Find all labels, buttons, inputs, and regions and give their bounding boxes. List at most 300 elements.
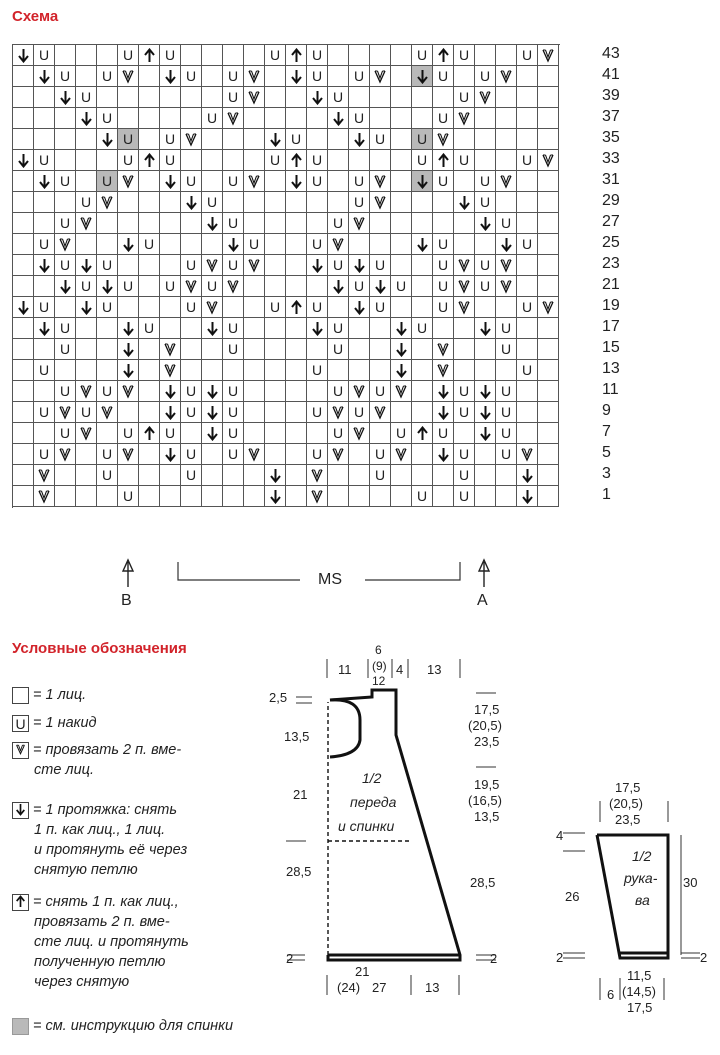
chart-cell (517, 87, 538, 108)
chart-cell-yarn-over-icon: U (244, 234, 265, 255)
chart-cell-arrow-down-icon (34, 255, 55, 276)
chart-cell (76, 486, 97, 507)
dim-hem-right: 2 (490, 951, 498, 966)
chart-cell (265, 276, 286, 297)
chart-cell (265, 234, 286, 255)
chart-cell (181, 45, 202, 66)
chart-cell (97, 423, 118, 444)
chart-cell-yarn-over-icon: U (307, 45, 328, 66)
chart-cell-yarn-over-icon: U (34, 444, 55, 465)
chart-cell-k2tog-icon (244, 255, 265, 276)
piece-label-2: переда (350, 794, 397, 810)
chart-cell (349, 486, 370, 507)
sleeve-bottom-a: 11,5 (627, 968, 652, 983)
chart-cell-yarn-over-icon: U (370, 297, 391, 318)
dim-right-top: 13 (427, 662, 442, 677)
legend-title: Условные обозначения (12, 640, 187, 657)
chart-cell (412, 381, 433, 402)
chart-cell-k2tog-icon (370, 66, 391, 87)
chart-cell-arrow-down-icon (370, 276, 391, 297)
row-number: 25 (602, 234, 620, 251)
chart-cell-yarn-over-icon: U (223, 66, 244, 87)
chart-cell-yarn-over-icon: U (433, 66, 454, 87)
chart-cell (55, 486, 76, 507)
chart-cell (538, 381, 559, 402)
chart-cell (181, 234, 202, 255)
chart-cell-k2tog-icon (538, 45, 559, 66)
dim-bottom-a: 21 (355, 964, 370, 979)
chart-cell (139, 255, 160, 276)
chart-cell-arrow-down-icon (307, 87, 328, 108)
chart-cell (475, 129, 496, 150)
chart-cell-yarn-over-icon: U (55, 318, 76, 339)
chart-cell (538, 192, 559, 213)
chart-cell (412, 444, 433, 465)
chart-cell-arrow-down-icon (307, 255, 328, 276)
chart-cell (370, 360, 391, 381)
chart-cell (139, 87, 160, 108)
chart-cell-yarn-over-icon: U (307, 234, 328, 255)
chart-cell (181, 423, 202, 444)
dim-armhole: 13,5 (284, 729, 310, 744)
chart-cell (202, 486, 223, 507)
legend-text-continued: и протянуть её через (34, 842, 188, 858)
chart-cell (181, 87, 202, 108)
repeat-bracket (178, 562, 300, 580)
chart-cell (307, 276, 328, 297)
chart-cell (265, 318, 286, 339)
sleeve-top-a: 17,5 (615, 780, 641, 795)
legend-text-continued: провязать 2 п. вме- (34, 914, 170, 930)
chart-cell-yarn-over-icon: U (433, 423, 454, 444)
chart-cell (412, 360, 433, 381)
chart-cell (244, 108, 265, 129)
chart-cell (13, 108, 34, 129)
chart-cell (496, 129, 517, 150)
chart-cell-yarn-over-icon: U (286, 129, 307, 150)
chart-cell (202, 465, 223, 486)
row-number: 37 (602, 108, 620, 125)
dim-upper: 21 (293, 787, 308, 802)
arrow-up-icon (12, 894, 29, 911)
chart-cell (97, 45, 118, 66)
chart-cell (307, 108, 328, 129)
marker-a-arrowhead (479, 560, 489, 571)
chart-cell-k2tog-icon (391, 444, 412, 465)
chart-cell-yarn-over-icon: U (181, 66, 202, 87)
chart-cell (244, 45, 265, 66)
chart-cell (286, 255, 307, 276)
chart-cell-yarn-over-icon: U (118, 486, 139, 507)
chart-cell (391, 255, 412, 276)
chart-cell (202, 129, 223, 150)
chart-cell (76, 45, 97, 66)
chart-cell (34, 276, 55, 297)
row-number: 23 (602, 255, 620, 272)
chart-cell-arrow-down-icon (13, 297, 34, 318)
chart-cell (286, 213, 307, 234)
chart-cell (454, 339, 475, 360)
chart-cell-arrow-down-icon (265, 465, 286, 486)
legend-item (12, 1016, 233, 1036)
arrow-down-icon (12, 802, 29, 819)
chart-cell (181, 108, 202, 129)
chart-cell-arrow-down-icon (391, 318, 412, 339)
chart-cell-arrow-down-icon (34, 318, 55, 339)
chart-cell-yarn-over-icon: U (139, 318, 160, 339)
chart-cell (76, 339, 97, 360)
chart-cell-yarn-over-icon: U (223, 402, 244, 423)
chart-cell (13, 66, 34, 87)
chart-cell-yarn-over-icon: U (118, 150, 139, 171)
chart-cell (391, 234, 412, 255)
row-number: 9 (602, 402, 611, 419)
chart-cell (13, 360, 34, 381)
chart-cell (160, 213, 181, 234)
repeat-bracket-right (365, 562, 460, 580)
chart-cell (244, 297, 265, 318)
chart-cell (517, 255, 538, 276)
chart-cell (13, 234, 34, 255)
chart-cell (139, 360, 160, 381)
dim-strap: 4 (396, 662, 404, 677)
chart-cell-yarn-over-icon: U (118, 423, 139, 444)
chart-cell-yarn-over-icon: U (55, 66, 76, 87)
chart-cell-yarn-over-icon: U (475, 276, 496, 297)
chart-cell-arrow-down-icon (202, 402, 223, 423)
chart-cell (223, 360, 244, 381)
chart-cell (328, 360, 349, 381)
chart-cell-yarn-over-icon: U (349, 276, 370, 297)
chart-cell (160, 192, 181, 213)
repeat-label: MS (318, 571, 342, 588)
chart-cell (391, 465, 412, 486)
chart-cell-yarn-over-icon: U (433, 276, 454, 297)
chart-cell (538, 402, 559, 423)
chart-cell-k2tog-icon (370, 192, 391, 213)
chart-cell-yarn-over-icon: U (454, 402, 475, 423)
chart-cell-yarn-over-icon: U (454, 150, 475, 171)
chart-cell (34, 339, 55, 360)
chart-cell-yarn-over-icon: U (97, 465, 118, 486)
chart-cell (307, 339, 328, 360)
chart-cell (244, 276, 265, 297)
chart-cell (13, 171, 34, 192)
chart-cell (97, 213, 118, 234)
row-number: 5 (602, 444, 611, 461)
chart-cell (307, 213, 328, 234)
chart-cell (160, 87, 181, 108)
chart-cell (286, 423, 307, 444)
chart-cell (538, 423, 559, 444)
chart-cell-k2tog-icon (538, 297, 559, 318)
chart-cell-yarn-over-icon: U (97, 255, 118, 276)
marker-b-label: B (121, 592, 132, 609)
dim-bottom-c: 27 (372, 980, 387, 995)
chart-cell-k2tog-icon (160, 360, 181, 381)
chart-cell-yarn-over-icon: U (223, 213, 244, 234)
chart-cell (202, 171, 223, 192)
chart-cell (118, 255, 139, 276)
chart-cell-yarn-over-icon: U (349, 192, 370, 213)
chart-cell (160, 297, 181, 318)
chart-cell-yarn-over-icon: U (223, 318, 244, 339)
chart-cell-arrow-down-icon (202, 423, 223, 444)
chart-cell-yarn-over-icon: U (475, 192, 496, 213)
chart-cell-yarn-over-icon: U (307, 297, 328, 318)
chart-cell-k2tog-icon (244, 444, 265, 465)
chart-cell (97, 339, 118, 360)
chart-cell (139, 192, 160, 213)
chart-cell-arrow-down-icon (160, 171, 181, 192)
chart-cell-yarn-over-icon: U (454, 45, 475, 66)
chart-cell-yarn-over-icon: U (34, 297, 55, 318)
chart-cell-yarn-over-icon: U (76, 87, 97, 108)
dim-bottom-b: (24) (337, 980, 361, 995)
chart-cell-arrow-down-icon (34, 66, 55, 87)
chart-cell-yarn-over-icon: U (370, 129, 391, 150)
chart-cell (433, 213, 454, 234)
chart-cell (517, 192, 538, 213)
row-number: 39 (602, 87, 620, 104)
chart-cell (370, 339, 391, 360)
chart-cell (265, 402, 286, 423)
chart-cell-k2tog-icon (55, 444, 76, 465)
chart-cell (181, 213, 202, 234)
chart-cell-arrow-down-icon (202, 213, 223, 234)
legend-text-continued: снятую петлю (34, 862, 138, 878)
chart-cell (160, 318, 181, 339)
chart-cell (244, 129, 265, 150)
chart-cell-arrow-down-icon (97, 276, 118, 297)
chart-cell-arrow-down-icon (76, 108, 97, 129)
chart-cell-yarn-over-icon: U (349, 402, 370, 423)
chart-cell (391, 108, 412, 129)
chart-cell (34, 213, 55, 234)
chart-cell (538, 66, 559, 87)
chart-cell (454, 129, 475, 150)
chart-cell (286, 108, 307, 129)
chart-cell-arrow-up-icon (433, 45, 454, 66)
marker-a-label: A (477, 592, 488, 609)
sleeve-label-2: рука- (624, 870, 658, 886)
chart-cell-yarn-over-icon: U (55, 171, 76, 192)
sleeve-bottom-c: 17,5 (627, 1000, 653, 1015)
chart-cell (307, 129, 328, 150)
chart-cell-arrow-down-icon (118, 339, 139, 360)
chart-cell (538, 276, 559, 297)
row-number: 21 (602, 276, 620, 293)
chart-cell-arrow-down-icon (55, 87, 76, 108)
chart-cell-k2tog-icon (391, 381, 412, 402)
chart-cell-k2tog-icon (496, 66, 517, 87)
chart-cell (139, 129, 160, 150)
chart-cell (538, 360, 559, 381)
chart-cell-yarn-over-icon: U (181, 465, 202, 486)
chart-cell (433, 318, 454, 339)
chart-cell (139, 171, 160, 192)
chart-cell-arrow-up-icon (139, 45, 160, 66)
chart-cell-yarn-over-icon: U (223, 423, 244, 444)
chart-cell (412, 339, 433, 360)
dim-neck-mid: (9) (372, 659, 387, 673)
chart-cell (265, 360, 286, 381)
chart-cell-yarn-over-icon: U (34, 234, 55, 255)
k2tog-icon (12, 742, 29, 759)
chart-cell (538, 318, 559, 339)
row-number: 1 (602, 486, 611, 503)
chart-cell-k2tog-icon (244, 171, 265, 192)
chart-cell-k2tog-icon (496, 255, 517, 276)
chart-cell-yarn-over-icon: U (118, 45, 139, 66)
chart-cell-k2tog-icon (118, 171, 139, 192)
chart-cell (139, 66, 160, 87)
chart-cell-yarn-over-icon: U (412, 45, 433, 66)
chart-cell-arrow-down-icon (349, 255, 370, 276)
chart-cell (244, 486, 265, 507)
chart-cell (97, 486, 118, 507)
chart-cell (76, 444, 97, 465)
chart-cell-arrow-down-icon (475, 402, 496, 423)
chart-cell (13, 129, 34, 150)
legend-text-continued: через снятую (34, 974, 130, 990)
chart-cell (118, 465, 139, 486)
chart-cell (517, 171, 538, 192)
chart-cell (496, 465, 517, 486)
chart-cell-arrow-down-icon (412, 234, 433, 255)
dim-right-a: 17,5 (474, 702, 500, 717)
row-number: 27 (602, 213, 620, 230)
chart-cell-arrow-down-icon (475, 381, 496, 402)
chart-cell (538, 108, 559, 129)
chart-cell (160, 486, 181, 507)
chart-cell-yarn-over-icon: U (223, 87, 244, 108)
chart-cell (391, 87, 412, 108)
chart-cell (286, 234, 307, 255)
chart-cell-yarn-over-icon: U (181, 297, 202, 318)
chart-cell (13, 213, 34, 234)
chart-cell (202, 66, 223, 87)
chart-cell (349, 360, 370, 381)
chart-cell (76, 150, 97, 171)
chart-cell (34, 129, 55, 150)
chart-cell-yarn-over-icon: U (433, 297, 454, 318)
chart-cell (160, 108, 181, 129)
chart-cell (496, 360, 517, 381)
dim-right-b: (20,5) (468, 718, 502, 733)
chart-cell (412, 192, 433, 213)
chart-cell-yarn-over-icon: U (223, 444, 244, 465)
chart-cell (475, 486, 496, 507)
chart-cell (55, 108, 76, 129)
dim-right-d: 19,5 (474, 777, 500, 792)
chart-cell (13, 423, 34, 444)
chart-cell (55, 192, 76, 213)
chart-cell (13, 255, 34, 276)
chart-cell (202, 339, 223, 360)
chart-cell-k2tog-icon (349, 213, 370, 234)
chart-cell (160, 465, 181, 486)
chart-cell (244, 192, 265, 213)
chart-cell (475, 150, 496, 171)
chart-cell (55, 129, 76, 150)
chart-cell (517, 339, 538, 360)
chart-cell-arrow-down-icon (391, 360, 412, 381)
chart-cell (328, 129, 349, 150)
blank-square-icon (12, 687, 29, 704)
chart-cell (454, 234, 475, 255)
chart-cell (454, 423, 475, 444)
chart-cell-yarn-over-icon: U (34, 45, 55, 66)
chart-cell (76, 129, 97, 150)
chart-cell (13, 318, 34, 339)
row-number: 19 (602, 297, 620, 314)
chart-cell-yarn-over-icon: U (160, 129, 181, 150)
chart-cell-yarn-over-icon: U (328, 255, 349, 276)
marker-b-arrowhead (123, 560, 133, 571)
chart-cell-arrow-down-icon (328, 108, 349, 129)
chart-cell (538, 339, 559, 360)
chart-cell (13, 192, 34, 213)
chart-cell-yarn-over-icon: U (97, 66, 118, 87)
chart-cell (13, 465, 34, 486)
chart-cell-k2tog-icon (328, 234, 349, 255)
chart-cell-arrow-down-icon (391, 339, 412, 360)
chart-cell (286, 318, 307, 339)
chart-cell-yarn-over-icon: U (517, 297, 538, 318)
chart-cell-k2tog-icon (223, 108, 244, 129)
legend-text: = 1 накид (33, 715, 97, 731)
chart-cell-yarn-over-icon: U (160, 423, 181, 444)
chart-cell-yarn-over-icon: U (265, 150, 286, 171)
chart-cell-yarn-over-icon: U (307, 444, 328, 465)
chart-cell (223, 465, 244, 486)
row-number: 11 (602, 381, 619, 398)
yarn-over-icon: U (12, 715, 29, 732)
chart-cell (517, 66, 538, 87)
chart-cell-yarn-over-icon: U (496, 402, 517, 423)
chart-cell-yarn-over-icon: U (76, 402, 97, 423)
chart-cell-k2tog-icon (202, 255, 223, 276)
row-number: 7 (602, 423, 611, 440)
chart-cell-k2tog-icon (454, 297, 475, 318)
chart-cell-yarn-over-icon: U (517, 360, 538, 381)
chart-cell (244, 381, 265, 402)
chart-cell (307, 381, 328, 402)
chart-cell-arrow-down-icon (160, 66, 181, 87)
chart-cell (13, 339, 34, 360)
chart-cell-yarn-over-icon: U (265, 297, 286, 318)
chart-cell-arrow-down-icon (76, 297, 97, 318)
chart-cell (55, 465, 76, 486)
sleeve-top-b: (20,5) (609, 796, 643, 811)
chart-cell-k2tog-icon (97, 402, 118, 423)
chart-cell-k2tog-icon (370, 171, 391, 192)
chart-cell-arrow-down-icon (118, 360, 139, 381)
chart-cell (76, 465, 97, 486)
chart-cell (139, 276, 160, 297)
chart-cell-yarn-over-icon: U (160, 276, 181, 297)
chart-cell (370, 45, 391, 66)
chart-cell (412, 402, 433, 423)
row-number: 41 (602, 66, 620, 83)
chart-cell-arrow-up-icon (139, 423, 160, 444)
chart-cell (496, 87, 517, 108)
chart-cell (181, 150, 202, 171)
chart-cell (265, 444, 286, 465)
chart-cell (286, 381, 307, 402)
chart-cell-yarn-over-icon: U (139, 234, 160, 255)
